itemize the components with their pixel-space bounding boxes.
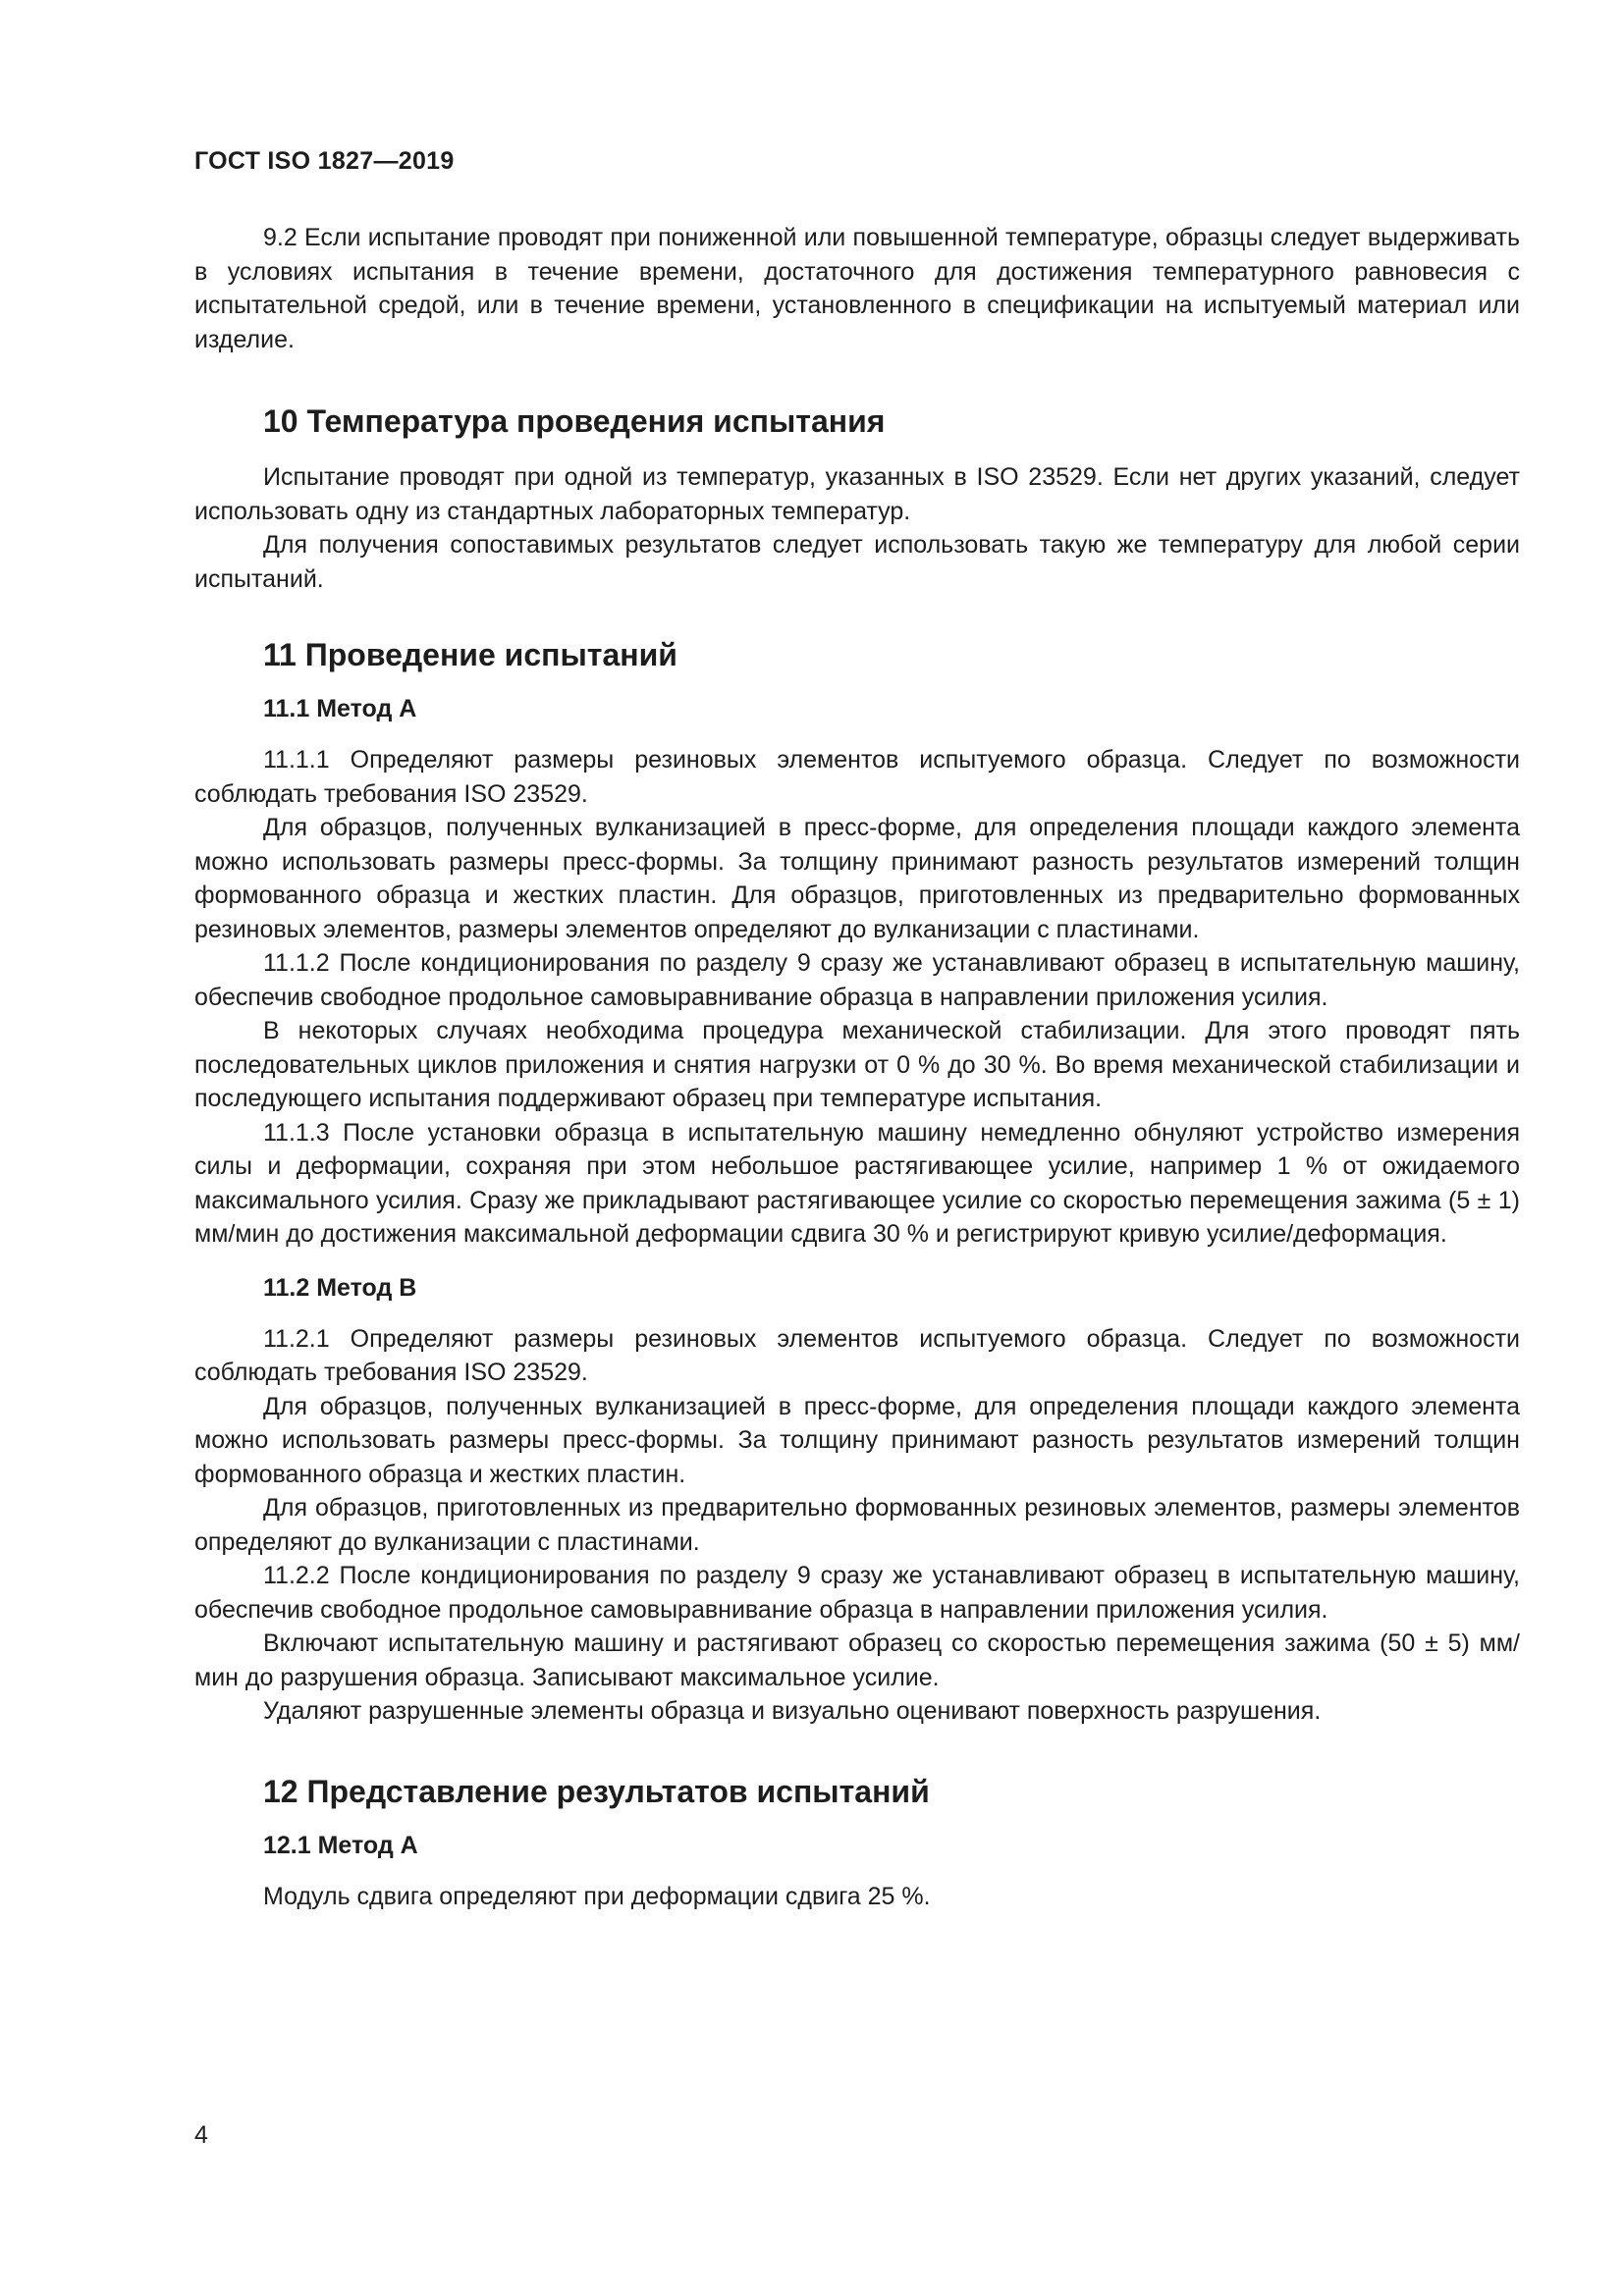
section-heading-12: 12 Представление результатов испытаний [263, 1773, 930, 1809]
subsection-heading-12-1: 12.1 Метод А [263, 1831, 418, 1859]
subsection-heading-11-2: 11.2 Метод В [263, 1273, 417, 1302]
paragraph-9-2: 9.2 Если испытание проводят при пониженной или повышенной температуре, образцы следует выдерживать в условиях испытания в течение времени, достаточного для достижения температурного равновесия с испытательной средой, или в течение времени, установленного в спецификации на испытуемый материал или изделие. [194, 224, 1520, 353]
paragraph-11-2-2-b: Включают испытательную машину и растягивают образец со скоростью перемещения зажима (50 ± 5) мм/мин до разрушения образца. Записывают максимальное усилие. [194, 1629, 1520, 1691]
page-number: 4 [194, 2121, 208, 2149]
subsection-heading-11-1: 11.1 Метод А [263, 695, 417, 722]
paragraph-11-1-2: 11.1.2 После кондиционирования по разделу 9 сразу же устанавливают образец в испытательную машину, обеспечив свободное продольное самовыравнивание образца в направлении приложения усилия. [194, 949, 1520, 1011]
document-body [194, 221, 1520, 1913]
section-heading-11: 11 Проведение испытаний [263, 637, 677, 672]
paragraph-11-2-1: 11.2.1 Определяют размеры резиновых элементов испытуемого образца. Следует по возможности соблюдать требования ISO 23529. [194, 1324, 1520, 1386]
paragraph-10-b: Для получения сопоставимых результатов следует использовать такую же температуру для любой серии испытаний. [194, 531, 1520, 593]
paragraph-11-1-1: 11.1.1 Определяют размеры резиновых элементов испытуемого образца. Следует по возможности соблюдать требования ISO 23529. [194, 746, 1520, 808]
paragraph-11-1-3: 11.1.3 После установки образца в испытательную машину немедленно обнуляют устройство измерения силы и деформации, сохраняя при этом небольшое растягивающее усилие, например 1 % от ожидаемого максимального усилия. Сразу же прикладывают растягивающее усилие со скоростью перемещения зажима (5 ± 1) мм/мин до достижения максимальной деформации сдвига 30 % и регистрируют кривую усилие/деформация. [194, 1118, 1520, 1248]
paragraph-11-2-1-b: Для образцов, полученных вулканизацией в пресс-форме, для определения площади каждого элемента можно использовать размеры пресс-формы. За толщину принимают разность результатов измерений толщин формованного образца и жестких пластин. [194, 1392, 1520, 1488]
paragraph-11-2-1-c: Для образцов, приготовленных из предварительно формованных резиновых элементов, размеры элементов определяют до вулканизации с пластинами. [194, 1494, 1520, 1556]
document-id-header: ГОСТ ISO 1827—2019 [194, 147, 455, 175]
paragraph-11-1-2-b: В некоторых случаях необходима процедура механической стабилизации. Для этого проводят пять последовательных циклов приложения и снятия нагрузки от 0 % до 30 %. Во время механической стабилизации и последующего испытания поддерживают образец при температуре испытания. [194, 1017, 1520, 1112]
paragraph-11-2-2: 11.2.2 После кондиционирования по разделу 9 сразу же устанавливают образец в испытательную машину, обеспечив свободное продольное самовыравнивание образца в направлении приложения усилия. [194, 1562, 1520, 1624]
paragraph-11-2-2-c: Удаляют разрушенные элементы образца и визуально оценивают поверхность разрушения. [263, 1697, 1322, 1725]
paragraph-10-a: Испытание проводят при одной из температур, указанных в ISO 23529. Если нет других указаний, следует использовать одну из стандартных лабораторных температур. [194, 463, 1520, 525]
paragraph-12-1: Модуль сдвига определяют при деформации сдвига 25 %. [263, 1882, 931, 1910]
paragraph-11-1-1-b: Для образцов, полученных вулканизацией в пресс-форме, для определения площади каждого элемента можно использовать размеры пресс-формы. За толщину принимают разность результатов измерений толщин формованного образца и жестких пластин. Для образцов, приготовленных из предварительно формованных резиновых элементов, размеры элементов определяют до вулканизации с пластинами. [194, 814, 1520, 943]
section-heading-10: 10 Температура проведения испытания [263, 403, 886, 439]
